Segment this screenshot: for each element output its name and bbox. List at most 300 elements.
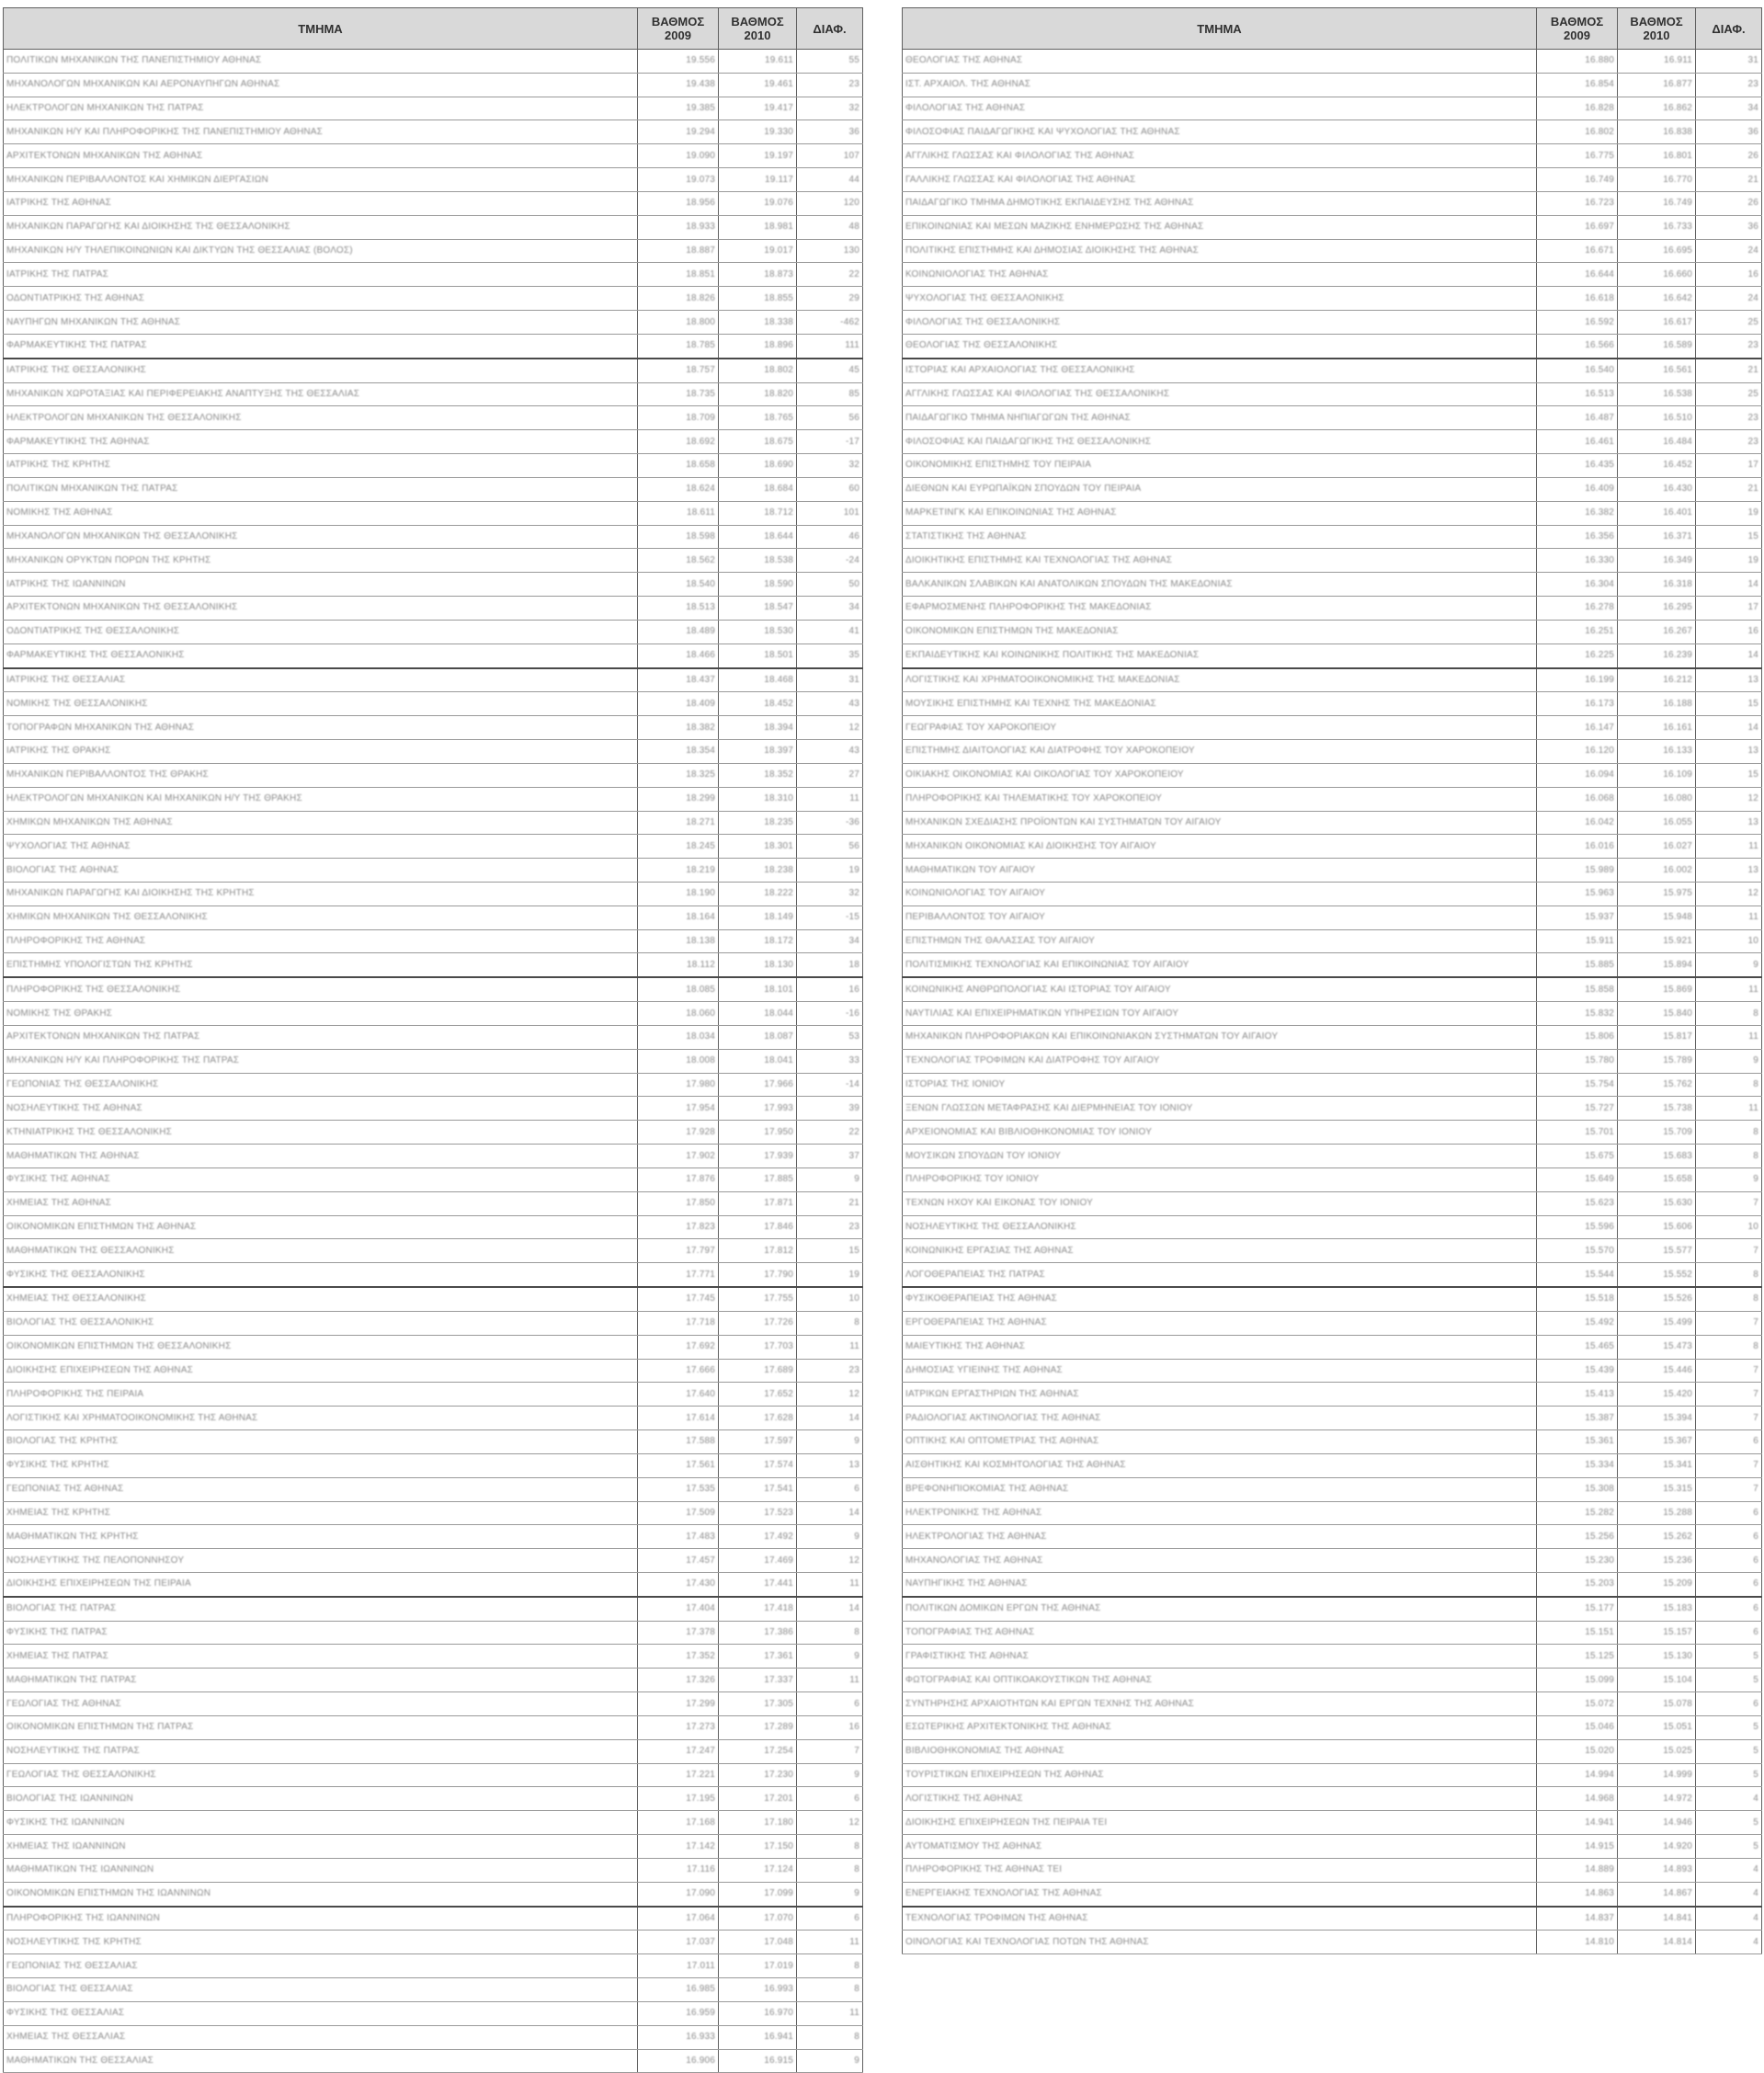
department-name: ΚΟΙΝΩΝΙΚΗΣ ΑΝΘΡΩΠΟΛΟΓΙΑΣ ΚΑΙ ΙΣΤΟΡΙΑΣ ΤΟΥ ΑΙΓΑΙΟΥ <box>903 977 1537 1001</box>
department-name: ΟΔΟΝΤΙΑΤΡΙΚΗΣ ΤΗΣ ΑΘΗΝΑΣ <box>4 287 638 311</box>
score-difference: 8 <box>797 1311 863 1335</box>
score-2009: 14.810 <box>1537 1931 1618 1954</box>
score-difference: 85 <box>797 382 863 406</box>
table-row <box>903 668 1762 692</box>
department-name: ΟΠΤΙΚΗΣ ΚΑΙ ΟΠΤΟΜΕΤΡΙΑΣ ΤΗΣ ΑΘΗΝΑΣ <box>903 1430 1537 1454</box>
score-2010: 17.070 <box>719 1907 797 1931</box>
table-row <box>903 477 1762 501</box>
department-name: ΝΑΥΠΗΓΩΝ ΜΗΧΑΝΙΚΩΝ ΤΗΣ ΑΘΗΝΑΣ <box>4 311 638 335</box>
department-name: ΙΑΤΡΙΚΗΣ ΤΗΣ ΘΡΑΚΗΣ <box>4 740 638 764</box>
score-2009: 15.099 <box>1537 1669 1618 1692</box>
department-name: ΦΙΛΟΛΟΓΙΑΣ ΤΗΣ ΑΘΗΝΑΣ <box>903 97 1537 120</box>
table-row <box>4 1191 863 1215</box>
table-row <box>4 1477 863 1501</box>
table-row <box>4 263 863 287</box>
score-2009: 18.757 <box>638 359 719 382</box>
score-2009: 18.354 <box>638 740 719 764</box>
department-name: ΝΟΣΗΛΕΥΤΙΚΗΣ ΤΗΣ ΠΑΤΡΑΣ <box>4 1739 638 1763</box>
score-2009: 16.513 <box>1537 382 1618 406</box>
score-difference: 31 <box>1696 50 1762 74</box>
score-2010: 15.658 <box>1618 1167 1696 1191</box>
table-row <box>903 1549 1762 1573</box>
score-difference: 13 <box>1696 859 1762 883</box>
score-2009: 15.177 <box>1537 1597 1618 1621</box>
department-name: ΜΑΡΚΕΤΙΝΓΚ ΚΑΙ ΕΠΙΚΟΙΝΩΝΙΑΣ ΤΗΣ ΑΘΗΝΑΣ <box>903 501 1537 525</box>
score-2010: 14.867 <box>1618 1882 1696 1906</box>
score-2010: 18.538 <box>719 549 797 573</box>
score-2010: 15.104 <box>1618 1669 1696 1692</box>
score-difference: 11 <box>797 1573 863 1597</box>
score-2010: 16.801 <box>1618 144 1696 168</box>
score-difference: 14 <box>797 1407 863 1430</box>
score-2009: 15.046 <box>1537 1715 1618 1739</box>
score-2009: 17.168 <box>638 1811 719 1835</box>
department-name: ΟΙΚΟΝΟΜΙΚΩΝ ΕΠΙΣΤΗΜΩΝ ΤΗΣ ΘΕΣΣΑΛΟΝΙΚΗΣ <box>4 1335 638 1359</box>
table-row <box>4 1858 863 1882</box>
score-2010: 17.386 <box>719 1621 797 1645</box>
header-score-2009: ΒΑΘΜΟΣ 2009 <box>638 8 719 50</box>
score-2010: 16.862 <box>1618 97 1696 120</box>
score-2009: 17.666 <box>638 1359 719 1383</box>
score-2009: 16.671 <box>1537 239 1618 263</box>
table-row <box>4 1669 863 1692</box>
score-2010: 17.201 <box>719 1787 797 1811</box>
score-2010: 18.044 <box>719 1002 797 1026</box>
department-name: ΟΙΚΟΝΟΜΙΚΩΝ ΕΠΙΣΤΗΜΩΝ ΤΗΣ ΠΑΤΡΑΣ <box>4 1715 638 1739</box>
score-2009: 16.435 <box>1537 454 1618 478</box>
score-2010: 16.371 <box>1618 525 1696 549</box>
score-2009: 18.060 <box>638 1002 719 1026</box>
score-2009: 16.147 <box>1537 716 1618 740</box>
score-difference: 41 <box>797 620 863 644</box>
table-row <box>4 1739 863 1763</box>
score-difference: 23 <box>797 1359 863 1383</box>
department-name: ΜΗΧΑΝΙΚΩΝ ΠΕΡΙΒΑΛΛΟΝΤΟΣ ΚΑΙ ΧΗΜΙΚΩΝ ΔΙΕΡΓΑΣΙΩΝ <box>4 168 638 192</box>
department-name: ΦΥΣΙΚΗΣ ΤΗΣ ΙΩΑΝΝΙΝΩΝ <box>4 1811 638 1835</box>
score-2009: 16.225 <box>1537 644 1618 667</box>
table-row <box>4 1311 863 1335</box>
department-name: ΤΕΧΝΟΛΟΓΙΑΣ ΤΡΟΦΙΜΩΝ ΚΑΙ ΔΙΑΤΡΟΦΗΣ ΤΟΥ ΑΙΓΑΙΟΥ <box>903 1049 1537 1073</box>
score-difference: 16 <box>1696 263 1762 287</box>
department-name: ΓΕΩΠΟΝΙΑΣ ΤΗΣ ΘΕΣΣΑΛΙΑΣ <box>4 1954 638 1978</box>
department-name: ΔΙΟΙΚΗΤΙΚΗΣ ΕΠΙΣΤΗΜΗΣ ΚΑΙ ΤΕΧΝΟΛΟΓΙΑΣ ΤΗΣ ΑΘΗΝΑΣ <box>903 549 1537 573</box>
score-difference: 36 <box>1696 120 1762 144</box>
score-2009: 16.959 <box>638 2001 719 2025</box>
table-row <box>4 953 863 977</box>
score-2010: 15.948 <box>1618 906 1696 929</box>
score-2010: 18.087 <box>719 1025 797 1049</box>
score-2009: 17.116 <box>638 1858 719 1882</box>
score-2010: 17.755 <box>719 1287 797 1311</box>
score-difference: 10 <box>1696 929 1762 953</box>
score-difference: 11 <box>1696 835 1762 859</box>
score-2010: 15.183 <box>1618 1597 1696 1621</box>
score-2010: 15.683 <box>1618 1145 1696 1168</box>
score-2010: 18.896 <box>719 334 797 358</box>
score-difference: 33 <box>797 1049 863 1073</box>
score-2009: 17.011 <box>638 1954 719 1978</box>
score-2010: 18.981 <box>719 215 797 239</box>
table-row <box>903 1359 1762 1383</box>
score-2009: 16.356 <box>1537 525 1618 549</box>
table-row <box>903 644 1762 667</box>
score-2010: 14.920 <box>1618 1835 1696 1859</box>
score-2010: 16.589 <box>1618 334 1696 358</box>
score-2010: 15.130 <box>1618 1645 1696 1669</box>
score-2009: 17.692 <box>638 1335 719 1359</box>
table-row <box>4 1407 863 1430</box>
score-difference: 4 <box>1696 1882 1762 1906</box>
score-2010: 16.617 <box>1618 311 1696 335</box>
department-name: ΣΤΑΤΙΣΤΙΚΗΣ ΤΗΣ ΑΘΗΝΑΣ <box>903 525 1537 549</box>
department-name: ΙΑΤΡΙΚΩΝ ΕΡΓΑΣΤΗΡΙΩΝ ΤΗΣ ΑΘΗΝΑΣ <box>903 1383 1537 1407</box>
score-difference: -462 <box>797 311 863 335</box>
score-2010: 15.315 <box>1618 1477 1696 1501</box>
score-difference: 44 <box>797 168 863 192</box>
table-row <box>903 168 1762 192</box>
department-name: ΚΟΙΝΩΝΙΚΗΣ ΕΡΓΑΣΙΑΣ ΤΗΣ ΑΘΗΝΑΣ <box>903 1239 1537 1263</box>
table-row <box>903 716 1762 740</box>
score-difference: 8 <box>1696 1002 1762 1026</box>
score-2009: 15.754 <box>1537 1073 1618 1097</box>
department-name: ΡΑΔΙΟΛΟΓΙΑΣ ΑΚΤΙΝΟΛΟΓΙΑΣ ΤΗΣ ΑΘΗΝΑΣ <box>903 1407 1537 1430</box>
department-name: ΜΗΧΑΝΙΚΩΝ Η/Υ ΤΗΛΕΠΙΚΟΙΝΩΝΙΩΝ ΚΑΙ ΔΙΚΤΥΩΝ ΤΗΣ ΘΕΣΣΑΛΙΑΣ (ΒΟΛΟΣ) <box>4 239 638 263</box>
table-row <box>4 573 863 597</box>
score-2009: 17.980 <box>638 1073 719 1097</box>
score-difference: 8 <box>1696 1335 1762 1359</box>
department-name: ΒΙΟΛΟΓΙΑΣ ΤΗΣ ΑΘΗΝΑΣ <box>4 859 638 883</box>
score-2009: 18.692 <box>638 430 719 454</box>
score-2009: 17.142 <box>638 1835 719 1859</box>
department-name: ΒΙΟΛΟΓΙΑΣ ΤΗΣ ΘΕΣΣΑΛΟΝΙΚΗΣ <box>4 1311 638 1335</box>
table-panel-left <box>3 7 862 2073</box>
score-difference: 11 <box>1696 977 1762 1001</box>
score-2009: 17.745 <box>638 1287 719 1311</box>
table-row <box>4 1239 863 1263</box>
department-name: ΜΗΧΑΝΙΚΩΝ Η/Υ ΚΑΙ ΠΛΗΡΟΦΟΡΙΚΗΣ ΤΗΣ ΠΑΝΕΠΙΣΤΗΜΙΟΥ ΑΘΗΝΑΣ <box>4 120 638 144</box>
table-row <box>903 1025 1762 1049</box>
score-2009: 17.430 <box>638 1573 719 1597</box>
department-name: ΑΡΧΙΤΕΚΤΟΝΩΝ ΜΗΧΑΝΙΚΩΝ ΤΗΣ ΑΘΗΝΑΣ <box>4 144 638 168</box>
score-difference: 34 <box>797 929 863 953</box>
score-difference: 120 <box>797 191 863 215</box>
score-difference: 11 <box>797 1335 863 1359</box>
table-row <box>903 1263 1762 1287</box>
department-name: ΑΡΧΙΤΕΚΤΟΝΩΝ ΜΗΧΑΝΙΚΩΝ ΤΗΣ ΠΑΤΡΑΣ <box>4 1025 638 1049</box>
score-difference: 16 <box>797 1715 863 1739</box>
score-difference: 36 <box>1696 215 1762 239</box>
score-2010: 16.993 <box>719 1978 797 2002</box>
score-2009: 17.037 <box>638 1931 719 1954</box>
department-name: ΒΑΛΚΑΝΙΚΩΝ ΣΛΑΒΙΚΩΝ ΚΑΙ ΑΝΑΤΟΛΙΚΩΝ ΣΠΟΥΔΩΝ ΤΗΣ ΜΑΚΕΔΟΝΙΑΣ <box>903 573 1537 597</box>
department-name: ΗΛΕΚΤΡΟΝΙΚΗΣ ΤΗΣ ΑΘΗΝΑΣ <box>903 1501 1537 1525</box>
score-difference: 37 <box>797 1145 863 1168</box>
department-name: ΕΡΓΟΘΕΡΑΠΕΙΑΣ ΤΗΣ ΑΘΗΝΑΣ <box>903 1311 1537 1335</box>
table-row <box>903 287 1762 311</box>
score-2010: 18.690 <box>719 454 797 478</box>
score-difference: 5 <box>1696 1811 1762 1835</box>
department-name: ΜΑΘΗΜΑΤΙΚΩΝ ΤΗΣ ΘΕΣΣΑΛΟΝΙΚΗΣ <box>4 1239 638 1263</box>
department-name: ΝΟΜΙΚΗΣ ΤΗΣ ΑΘΗΝΑΣ <box>4 501 638 525</box>
table-row <box>4 334 863 358</box>
score-2010: 17.939 <box>719 1145 797 1168</box>
score-2009: 19.090 <box>638 144 719 168</box>
department-name: ΟΙΚΟΝΟΜΙΚΩΝ ΕΠΙΣΤΗΜΩΝ ΤΗΣ ΑΘΗΝΑΣ <box>4 1215 638 1239</box>
score-2009: 15.649 <box>1537 1167 1618 1191</box>
score-difference: 7 <box>1696 1453 1762 1477</box>
score-2010: 15.394 <box>1618 1407 1696 1430</box>
department-name: ΤΕΧΝΟΛΟΓΙΑΣ ΤΡΟΦΙΜΩΝ ΤΗΣ ΑΘΗΝΑΣ <box>903 1907 1537 1931</box>
department-name: ΠΕΡΙΒΑΛΛΟΝΤΟΣ ΤΟΥ ΑΙΓΑΙΟΥ <box>903 906 1537 929</box>
department-name: ΧΗΜΕΙΑΣ ΤΗΣ ΘΕΣΣΑΛΟΝΙΚΗΣ <box>4 1287 638 1311</box>
score-2009: 19.385 <box>638 97 719 120</box>
table-row <box>903 1407 1762 1430</box>
department-name: ΟΙΚΟΝΟΜΙΚΩΝ ΕΠΙΣΤΗΜΩΝ ΤΗΣ ΙΩΑΝΝΙΝΩΝ <box>4 1882 638 1906</box>
score-2009: 18.851 <box>638 263 719 287</box>
score-difference: 13 <box>1696 668 1762 692</box>
score-2009: 17.352 <box>638 1645 719 1669</box>
department-name: ΠΛΗΡΟΦΟΡΙΚΗΣ ΤΗΣ ΑΘΗΝΑΣ <box>4 929 638 953</box>
table-row <box>4 191 863 215</box>
score-2010: 18.684 <box>719 477 797 501</box>
table-row <box>903 97 1762 120</box>
score-2010: 15.078 <box>1618 1692 1696 1716</box>
score-2010: 17.950 <box>719 1121 797 1145</box>
table-row <box>4 977 863 1001</box>
table-row <box>4 215 863 239</box>
score-2009: 17.404 <box>638 1597 719 1621</box>
table-row <box>903 215 1762 239</box>
table-row <box>903 811 1762 835</box>
score-difference: 6 <box>1696 1621 1762 1645</box>
score-2009: 19.438 <box>638 73 719 97</box>
table-row <box>4 1931 863 1954</box>
score-difference: 9 <box>797 1525 863 1549</box>
table-row <box>903 1287 1762 1311</box>
score-2010: 16.161 <box>1618 716 1696 740</box>
score-2009: 16.330 <box>1537 549 1618 573</box>
score-2010: 15.869 <box>1618 977 1696 1001</box>
table-row <box>4 549 863 573</box>
table-row <box>4 882 863 906</box>
score-2010: 16.452 <box>1618 454 1696 478</box>
score-2010: 18.101 <box>719 977 797 1001</box>
department-name: ΒΙΟΛΟΓΙΑΣ ΤΗΣ ΚΡΗΤΗΣ <box>4 1430 638 1454</box>
score-difference: 34 <box>797 597 863 621</box>
score-2010: 16.911 <box>1618 50 1696 74</box>
department-name: ΠΛΗΡΟΦΟΡΙΚΗΣ ΤΗΣ ΙΩΑΝΝΙΝΩΝ <box>4 1907 638 1931</box>
score-2009: 17.640 <box>638 1383 719 1407</box>
score-2010: 17.726 <box>719 1311 797 1335</box>
table-row <box>4 1263 863 1287</box>
score-2009: 18.299 <box>638 787 719 811</box>
department-name: ΜΗΧΑΝΙΚΩΝ ΟΙΚΟΝΟΜΙΑΣ ΚΑΙ ΔΙΟΙΚΗΣΗΣ ΤΟΥ ΑΙΓΑΙΟΥ <box>903 835 1537 859</box>
score-2009: 15.701 <box>1537 1121 1618 1145</box>
score-difference: 26 <box>1696 144 1762 168</box>
score-2010: 19.017 <box>719 239 797 263</box>
score-2009: 15.413 <box>1537 1383 1618 1407</box>
department-name: ΛΟΓΙΣΤΙΚΗΣ ΚΑΙ ΧΡΗΜΑΤΟΟΙΚΟΝΟΜΙΚΗΣ ΤΗΣ ΜΑΚΕΔΟΝΙΑΣ <box>903 668 1537 692</box>
department-name: ΟΔΟΝΤΙΑΤΡΙΚΗΣ ΤΗΣ ΘΕΣΣΑΛΟΝΙΚΗΣ <box>4 620 638 644</box>
score-difference: 21 <box>1696 477 1762 501</box>
score-2009: 15.675 <box>1537 1145 1618 1168</box>
department-name: ΦΙΛΟΣΟΦΙΑΣ ΚΑΙ ΠΑΙΔΑΓΩΓΙΚΗΣ ΤΗΣ ΘΕΣΣΑΛΟΝΙΚΗΣ <box>903 430 1537 454</box>
score-difference: 7 <box>797 1739 863 1763</box>
score-difference: 53 <box>797 1025 863 1049</box>
score-difference: 23 <box>797 1215 863 1239</box>
score-difference: 23 <box>797 73 863 97</box>
department-name: ΕΠΙΣΤΗΜΗΣ ΥΠΟΛΟΓΙΣΤΩΝ ΤΗΣ ΚΡΗΤΗΣ <box>4 953 638 977</box>
score-2010: 16.267 <box>1618 620 1696 644</box>
table-row <box>4 1335 863 1359</box>
score-2010: 17.541 <box>719 1477 797 1501</box>
score-difference: 12 <box>1696 787 1762 811</box>
table-row <box>4 382 863 406</box>
score-difference: 14 <box>797 1501 863 1525</box>
score-difference: 12 <box>797 1383 863 1407</box>
score-difference: 9 <box>797 2049 863 2073</box>
department-name: ΦΑΡΜΑΚΕΥΤΙΚΗΣ ΤΗΣ ΑΘΗΝΑΣ <box>4 430 638 454</box>
score-2010: 16.538 <box>1618 382 1696 406</box>
score-2010: 15.817 <box>1618 1025 1696 1049</box>
department-name: ΙΣΤΟΡΙΑΣ ΤΗΣ ΙΟΝΙΟΥ <box>903 1073 1537 1097</box>
score-2010: 15.446 <box>1618 1359 1696 1383</box>
score-2010: 16.642 <box>1618 287 1696 311</box>
score-difference: 46 <box>797 525 863 549</box>
department-name: ΒΡΕΦΟΝΗΠΙΟΚΟΜΙΑΣ ΤΗΣ ΑΘΗΝΑΣ <box>903 1477 1537 1501</box>
table-row <box>903 787 1762 811</box>
score-difference: 23 <box>1696 73 1762 97</box>
score-2010: 17.703 <box>719 1335 797 1359</box>
department-name: ΜΑΙΕΥΤΙΚΗΣ ΤΗΣ ΑΘΗΝΑΣ <box>903 1335 1537 1359</box>
score-2009: 15.858 <box>1537 977 1618 1001</box>
score-2009: 17.299 <box>638 1692 719 1716</box>
score-2009: 17.797 <box>638 1239 719 1263</box>
score-difference: 18 <box>797 953 863 977</box>
table-row <box>4 97 863 120</box>
score-difference: 7 <box>1696 1407 1762 1430</box>
table-row <box>4 525 863 549</box>
score-2010: 15.288 <box>1618 1501 1696 1525</box>
department-name: ΗΛΕΚΤΡΟΛΟΓΩΝ ΜΗΧΑΝΙΚΩΝ ΤΗΣ ΘΕΣΣΑΛΟΝΙΚΗΣ <box>4 406 638 430</box>
score-2010: 14.841 <box>1618 1907 1696 1931</box>
score-2009: 18.489 <box>638 620 719 644</box>
score-2009: 17.326 <box>638 1669 719 1692</box>
table-row <box>903 1931 1762 1954</box>
score-difference: 21 <box>1696 359 1762 382</box>
table-row <box>903 501 1762 525</box>
score-2009: 17.509 <box>638 1501 719 1525</box>
score-difference: 101 <box>797 501 863 525</box>
score-2010: 15.975 <box>1618 882 1696 906</box>
score-2010: 14.814 <box>1618 1931 1696 1954</box>
table-row <box>903 1525 1762 1549</box>
header-name: ΤΜΗΜΑ <box>4 8 638 50</box>
score-2010: 17.597 <box>719 1430 797 1454</box>
score-2009: 15.203 <box>1537 1573 1618 1597</box>
score-difference: 130 <box>797 239 863 263</box>
department-name: ΒΙΟΛΟΓΙΑΣ ΤΗΣ ΘΕΣΣΑΛΙΑΣ <box>4 1978 638 2002</box>
table-row <box>903 573 1762 597</box>
table-row <box>903 1049 1762 1073</box>
score-difference: 11 <box>797 1931 863 1954</box>
department-name: ΝΑΥΤΙΛΙΑΣ ΚΑΙ ΕΠΙΧΕΙΡΗΜΑΤΙΚΩΝ ΥΠΗΡΕΣΙΩΝ ΤΟΥ ΑΙΓΑΙΟΥ <box>903 1002 1537 1026</box>
score-2010: 17.048 <box>719 1931 797 1954</box>
score-2010: 16.660 <box>1618 263 1696 287</box>
table-row <box>4 1811 863 1835</box>
score-2010: 16.349 <box>1618 549 1696 573</box>
department-name: ΛΟΓΙΣΤΙΚΗΣ ΚΑΙ ΧΡΗΜΑΤΟΟΙΚΟΝΟΜΙΚΗΣ ΤΗΣ ΑΘΗΝΑΣ <box>4 1407 638 1430</box>
table-row <box>4 1359 863 1383</box>
score-2010: 19.117 <box>719 168 797 192</box>
department-name: ΦΥΣΙΚΟΘΕΡΑΠΕΙΑΣ ΤΗΣ ΑΘΗΝΑΣ <box>903 1287 1537 1311</box>
department-name: ΕΠΙΣΤΗΜΗΣ ΔΙΑΙΤΟΛΟΓΙΑΣ ΚΑΙ ΔΙΑΤΡΟΦΗΣ ΤΟΥ ΧΑΡΟΚΟΠΕΙΟΥ <box>903 740 1537 764</box>
score-difference: 13 <box>1696 811 1762 835</box>
score-2009: 17.457 <box>638 1549 719 1573</box>
department-name: ΗΛΕΚΤΡΟΛΟΓΩΝ ΜΗΧΑΝΙΚΩΝ ΚΑΙ ΜΗΧΑΝΙΚΩΝ Η/Υ ΤΗΣ ΘΡΑΚΗΣ <box>4 787 638 811</box>
score-2010: 18.873 <box>719 263 797 287</box>
score-2009: 16.828 <box>1537 97 1618 120</box>
department-name: ΙΑΤΡΙΚΗΣ ΤΗΣ ΠΑΤΡΑΣ <box>4 263 638 287</box>
table-row <box>903 835 1762 859</box>
score-2010: 17.993 <box>719 1097 797 1121</box>
score-2009: 14.941 <box>1537 1811 1618 1835</box>
score-2010: 18.820 <box>719 382 797 406</box>
score-2009: 15.230 <box>1537 1549 1618 1573</box>
score-2009: 18.887 <box>638 239 719 263</box>
score-2009: 18.598 <box>638 525 719 549</box>
score-difference: 17 <box>1696 597 1762 621</box>
table-row <box>903 144 1762 168</box>
score-2009: 15.334 <box>1537 1453 1618 1477</box>
score-difference: 8 <box>1696 1145 1762 1168</box>
department-name: ΝΟΣΗΛΕΥΤΙΚΗΣ ΤΗΣ ΑΘΗΝΑΣ <box>4 1097 638 1121</box>
table-row <box>4 2049 863 2073</box>
score-difference: 8 <box>797 1621 863 1645</box>
score-2010: 18.238 <box>719 859 797 883</box>
score-difference: 8 <box>797 1835 863 1859</box>
score-difference: 55 <box>797 50 863 74</box>
score-difference: 32 <box>797 882 863 906</box>
table-row <box>903 929 1762 953</box>
score-difference: 6 <box>1696 1430 1762 1454</box>
table-row <box>4 692 863 716</box>
score-2009: 18.785 <box>638 334 719 358</box>
table-row <box>4 1501 863 1525</box>
department-name: ΦΑΡΜΑΚΕΥΤΙΚΗΣ ΤΗΣ ΘΕΣΣΑΛΟΝΙΚΗΣ <box>4 644 638 667</box>
score-2010: 16.239 <box>1618 644 1696 667</box>
score-2009: 19.073 <box>638 168 719 192</box>
score-2009: 18.219 <box>638 859 719 883</box>
score-2010: 15.789 <box>1618 1049 1696 1073</box>
table-row <box>903 1335 1762 1359</box>
table-row <box>903 1645 1762 1669</box>
score-2010: 18.675 <box>719 430 797 454</box>
score-2010: 15.157 <box>1618 1621 1696 1645</box>
table-row <box>903 1763 1762 1787</box>
score-2010: 18.394 <box>719 716 797 740</box>
table-row <box>4 620 863 644</box>
score-difference: 4 <box>1696 1907 1762 1931</box>
header-score-2010: ΒΑΘΜΟΣ 2010 <box>1618 8 1696 50</box>
score-2010: 18.149 <box>719 906 797 929</box>
header-difference: ΔΙΑΦ. <box>797 8 863 50</box>
score-2010: 17.305 <box>719 1692 797 1716</box>
score-2009: 18.540 <box>638 573 719 597</box>
score-2009: 16.120 <box>1537 740 1618 764</box>
score-difference: 6 <box>797 1692 863 1716</box>
score-2009: 16.618 <box>1537 287 1618 311</box>
